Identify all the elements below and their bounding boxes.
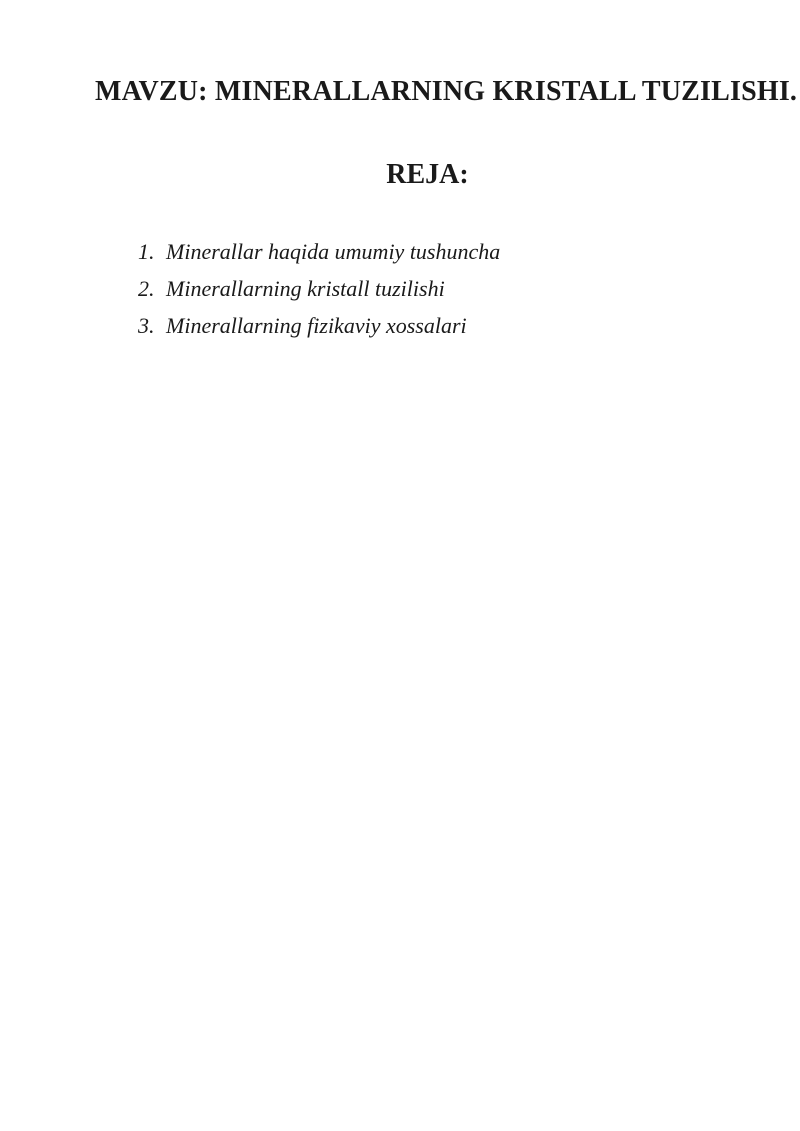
plan-list [138,233,500,344]
list-item-text: Minerallarning fizikaviy xossalari [166,313,467,338]
plan-heading: REJA: [386,159,469,190]
list-item-number: 2. [138,276,155,301]
list-item [138,270,500,307]
list-item [138,233,500,270]
document-title: MAVZU: MINERALLARNING KRISTALL TUZILISHI. [95,76,798,107]
list-item-text: Minerallar haqida umumiy tushuncha [166,239,501,264]
list-item-number: 3. [138,313,155,338]
list-item [138,307,500,344]
list-item-text: Minerallarning kristall tuzilishi [166,276,445,301]
list-item-number: 1. [138,239,155,264]
